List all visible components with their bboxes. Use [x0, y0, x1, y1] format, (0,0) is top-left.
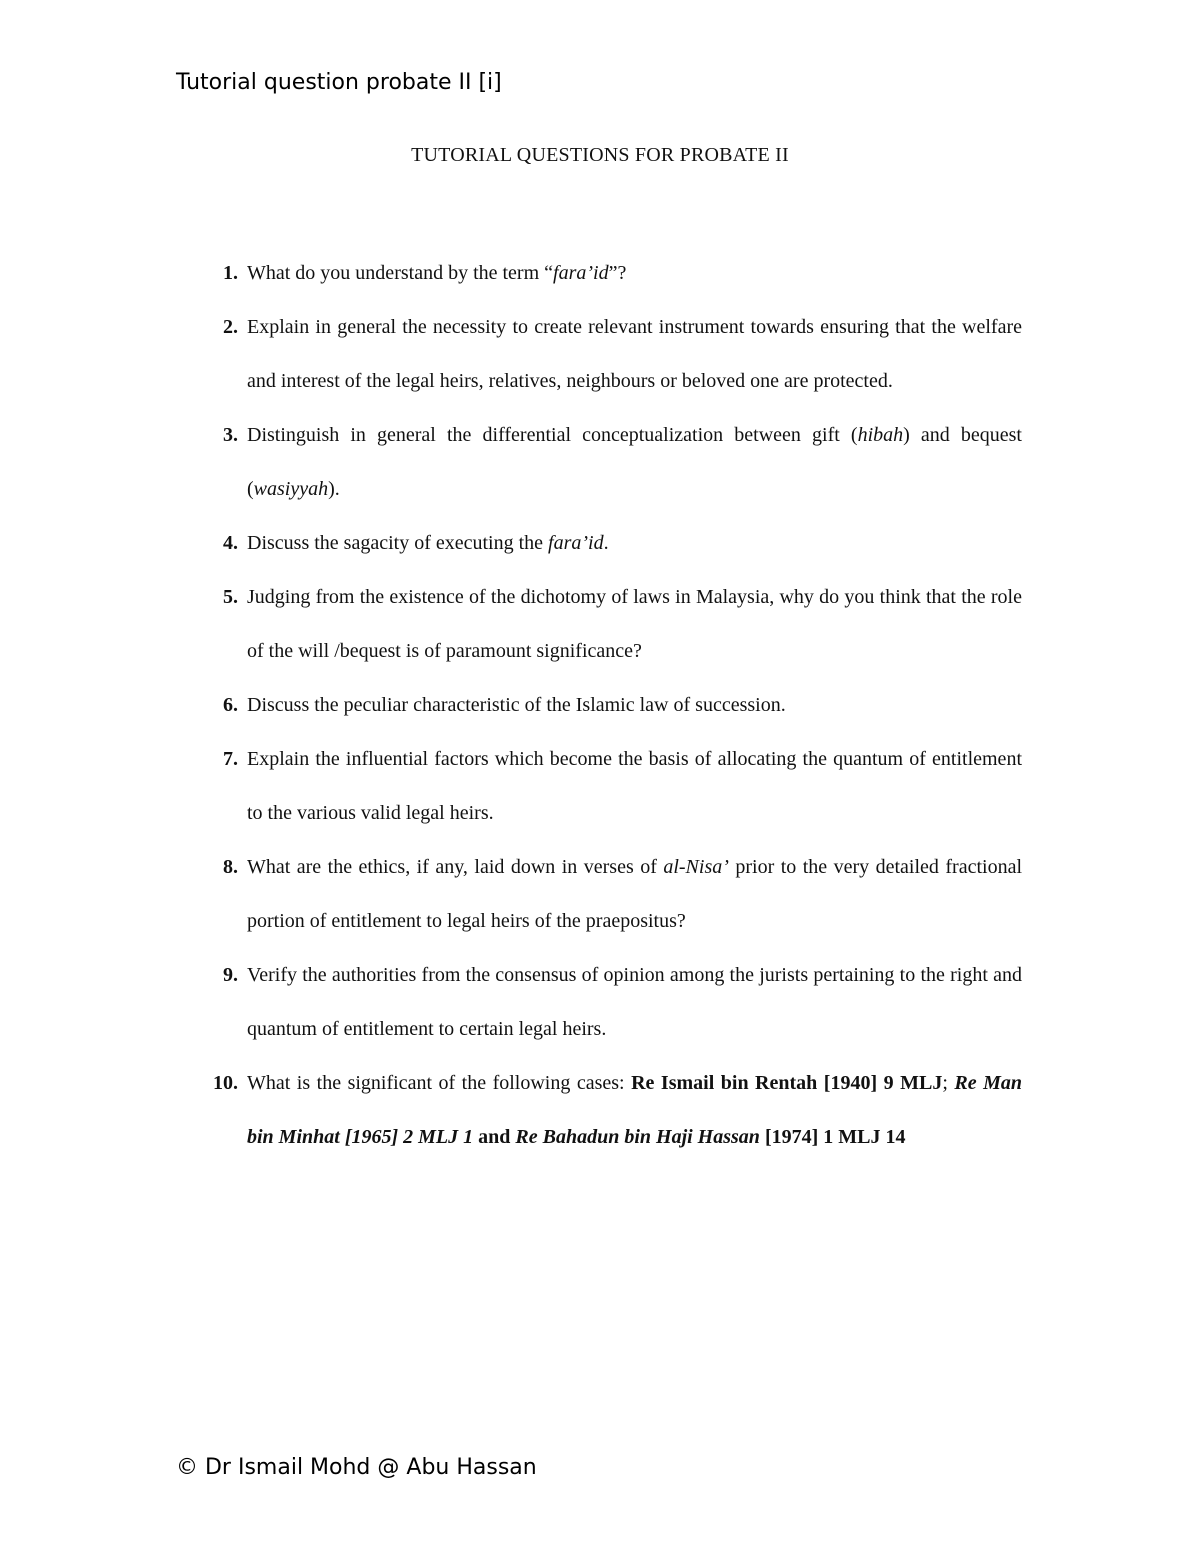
- question-number: 10.: [213, 1072, 238, 1094]
- question-list: [200, 246, 1022, 1164]
- question-item-9: [200, 948, 1022, 1056]
- term-italic: hibah: [857, 424, 904, 446]
- question-item-5: [200, 570, 1022, 678]
- question-text: Explain the influential factors which become the basis of allocating the quantum of entitlement to the various valid legal heirs.: [247, 748, 1022, 824]
- question-number: 9.: [223, 964, 238, 986]
- case-citation: Re Man bin Minhat [1965] 2 MLJ 1: [247, 1072, 1022, 1148]
- question-text: Explain in general the necessity to create relevant instrument towards ensuring that the welfare and interest of the legal heirs, relatives, neighbours or beloved one are protected.: [247, 316, 1022, 392]
- question-item-8: [200, 840, 1022, 948]
- question-text: What do you understand by the term “fara’id”?: [247, 262, 627, 284]
- question-item-6: [200, 678, 1022, 732]
- question-item-7: [200, 732, 1022, 840]
- question-item-1: [200, 246, 1022, 300]
- question-number: 1.: [223, 262, 238, 284]
- case-citation: Re Ismail bin Rentah [1940] 9 MLJ: [631, 1072, 943, 1094]
- page-header: Tutorial question probate II [i]: [176, 70, 502, 95]
- question-text: Discuss the sagacity of executing the fara’id.: [247, 532, 609, 554]
- page-footer: © Dr Ismail Mohd @ Abu Hassan: [176, 1455, 537, 1480]
- question-number: 7.: [223, 748, 238, 770]
- question-number: 3.: [223, 424, 238, 446]
- question-text: Discuss the peculiar characteristic of the Islamic law of succession.: [247, 694, 786, 716]
- question-text: Verify the authorities from the consensus of opinion among the jurists pertaining to the right and quantum of entitlement to certain legal heirs.: [247, 964, 1022, 1040]
- question-number: 2.: [223, 316, 238, 338]
- question-number: 8.: [223, 856, 238, 878]
- question-text: What is the significant of the following cases: Re Ismail bin Rentah [1940] 9 MLJ; Re Man bin Minhat [1965] 2 MLJ 1 and Re Bahadun bin Haji Hassan [1974] 1 MLJ 14: [247, 1072, 1022, 1148]
- term-italic: al-Nisa’: [663, 856, 729, 878]
- question-text: Judging from the existence of the dichotomy of laws in Malaysia, why do you think that the role of the will /bequest is of paramount significance?: [247, 586, 1022, 662]
- question-number: 5.: [223, 586, 238, 608]
- question-item-2: [200, 300, 1022, 408]
- question-text: What are the ethics, if any, laid down in verses of al-Nisa’ prior to the very detailed fractional portion of entitlement to legal heirs of the praepositus?: [247, 856, 1023, 932]
- case-citation: Re Bahadun bin Haji Hassan: [515, 1126, 760, 1148]
- question-text: Distinguish in general the differential conceptualization between gift (hibah) and bequest (wasiyyah).: [247, 424, 1022, 500]
- question-item-4: [200, 516, 1022, 570]
- term-italic: wasiyyah: [253, 478, 329, 500]
- question-item-3: [200, 408, 1022, 516]
- case-citation: [1974] 1 MLJ 14: [759, 1126, 906, 1148]
- term-italic: fara’id: [548, 532, 604, 554]
- term-italic: fara’id: [553, 262, 609, 284]
- document-title: TUTORIAL QUESTIONS FOR PROBATE II: [411, 144, 789, 166]
- question-item-10: [200, 1056, 1022, 1164]
- question-number: 6.: [223, 694, 238, 716]
- question-number: 4.: [223, 532, 238, 554]
